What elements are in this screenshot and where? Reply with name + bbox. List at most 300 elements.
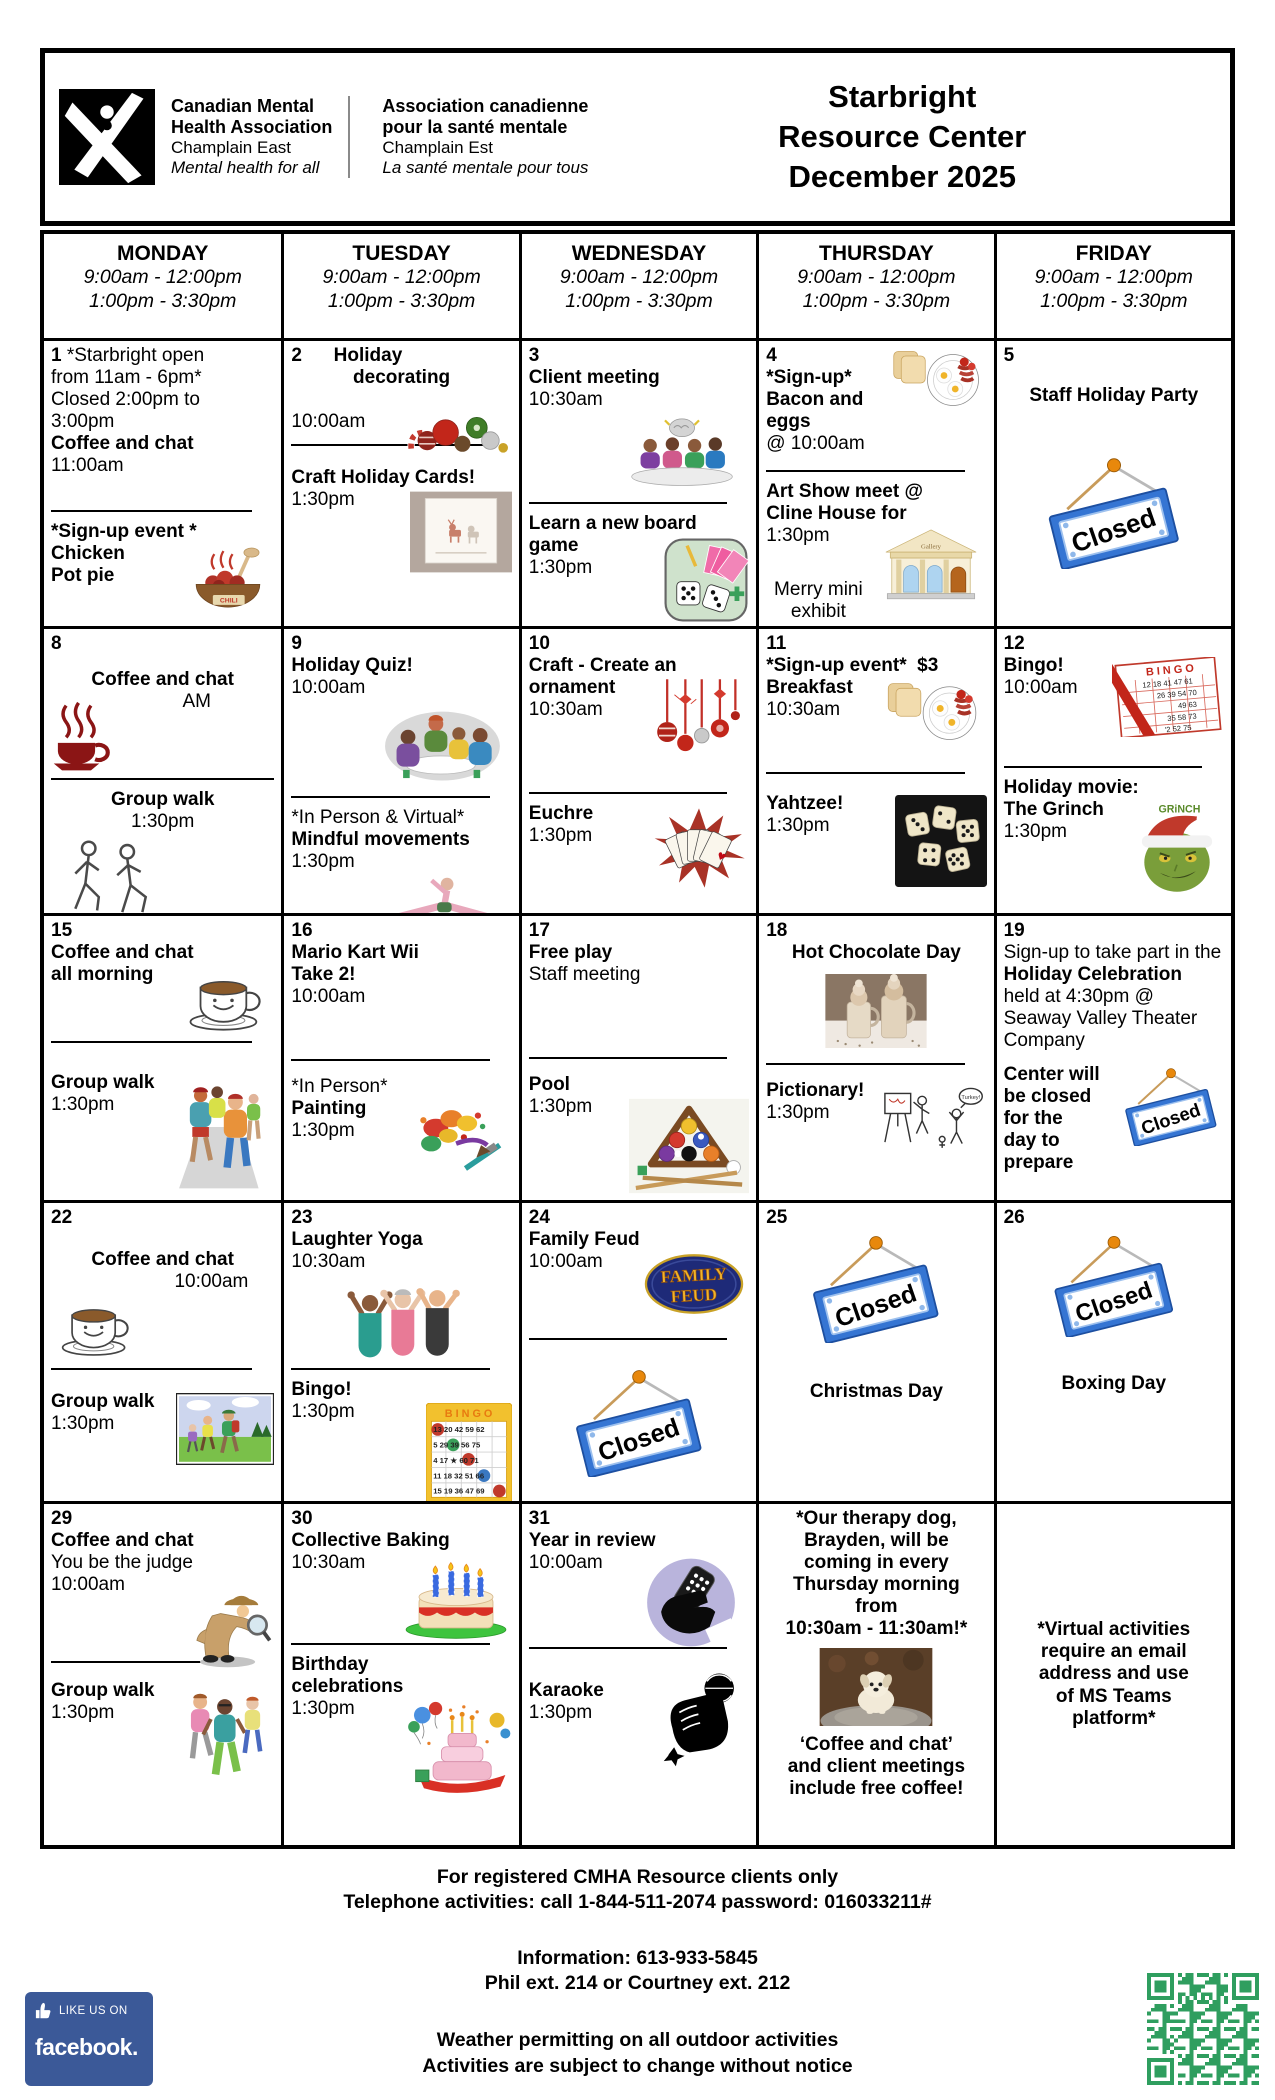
text-line: Laughter Yoga: [291, 1229, 423, 1251]
text-line: *Sign-up*: [766, 367, 852, 389]
day-hours-morning: 9:00am - 12:00pm: [322, 266, 481, 289]
text-line: Free play: [528, 942, 613, 964]
calendar-cell-11: [756, 626, 993, 913]
text-line: Group walk: [51, 1072, 155, 1094]
text-line: 10:30am: [528, 699, 603, 721]
text-line: ‘Coffee and chat’: [799, 1734, 953, 1756]
divider-line: [51, 1041, 252, 1043]
paint-icon: [408, 1100, 512, 1174]
text-line: 8: [51, 633, 62, 654]
footer: [40, 1865, 1235, 2079]
divider-line: [529, 792, 727, 794]
title-line-2: Resource Center: [778, 118, 1027, 154]
day-hours-afternoon: 1:00pm - 3:30pm: [802, 290, 951, 313]
calendar-cell-12: [994, 626, 1231, 913]
feud-icon: [639, 1253, 749, 1315]
cake-icon: [400, 1554, 512, 1640]
text-line: and client meetings: [787, 1756, 966, 1778]
calendar-grid: [40, 230, 1235, 1849]
text-line: *Sign-up event *: [51, 521, 197, 543]
text-line: held at 4:30pm @: [1003, 986, 1154, 1008]
text-line: Seaway Valley Theater: [1003, 1008, 1198, 1030]
text-line: Client meeting: [528, 367, 660, 389]
calendar-cell-31: [519, 1501, 756, 1845]
text-line: Brayden, will be: [804, 1530, 949, 1552]
closed-icon: [1044, 1233, 1184, 1337]
text-line: include free coffee!: [789, 1778, 964, 1800]
text-line: *In Person & Virtual*: [291, 807, 465, 829]
org-fr-line2: pour la santé mentale: [382, 116, 568, 137]
hikers-icon: [176, 1393, 274, 1465]
calendar-cell-8: [44, 626, 281, 913]
title-line-1: Starbright: [828, 78, 977, 114]
facebook-badge[interactable]: [25, 1992, 153, 2086]
text-line: 1:30pm: [291, 489, 355, 511]
chili-icon: [182, 545, 274, 617]
text-line: of MS Teams: [1055, 1685, 1172, 1707]
calendar-cell-5: [994, 338, 1231, 626]
spacer: [51, 1052, 52, 1072]
text-line: 1:30pm: [291, 851, 355, 873]
spacer: [529, 721, 530, 783]
text-line: 1 *Starbright open: [51, 345, 205, 366]
spacer: [529, 986, 530, 1048]
coffeedark-icon: [51, 693, 113, 783]
text-line: Pictionary!: [766, 1080, 865, 1102]
text-line: 30: [291, 1508, 313, 1529]
text-line: @ 10:00am: [766, 433, 865, 455]
spacer: [1004, 1052, 1005, 1064]
day-name: MONDAY: [116, 242, 209, 265]
day-hours-morning: 9:00am - 12:00pm: [559, 266, 719, 289]
text-line: 1:30pm: [1003, 821, 1067, 843]
divider-line: [51, 1368, 252, 1370]
day-hours-morning: 9:00am - 12:00pm: [1034, 266, 1193, 289]
detective-icon: [178, 1576, 274, 1668]
day-hours-afternoon: 1:00pm - 3:30pm: [565, 290, 713, 313]
spacer: [1004, 367, 1005, 385]
day-header-monday: [44, 234, 281, 338]
calendar-cell-18: [756, 913, 993, 1200]
text-line: 3:00pm: [51, 411, 115, 433]
text-line: 25: [766, 1207, 788, 1228]
text-line: Group walk: [110, 789, 215, 811]
divider-line: [766, 1063, 964, 1065]
spacer: [51, 1672, 52, 1680]
spacer: [766, 964, 767, 970]
text-line: 23: [291, 1207, 313, 1228]
calendar-cell-24: [519, 1200, 756, 1501]
closed-icon: [1118, 1066, 1224, 1146]
calendar-cell-30: [281, 1501, 518, 1845]
text-line: 22: [51, 1207, 73, 1228]
dice-icon: [895, 795, 987, 887]
text-line: Mario Kart Wii: [291, 942, 419, 964]
spacer: [291, 785, 292, 787]
text-line: platform*: [1072, 1707, 1156, 1729]
text-line: 9: [291, 633, 302, 654]
text-line: be closed: [1003, 1086, 1092, 1108]
text-line: Bacon and eggs: [766, 389, 864, 433]
text-line: 26: [1003, 1207, 1025, 1228]
spacer: [291, 1574, 292, 1634]
day-hours-morning: 9:00am - 12:00pm: [83, 266, 242, 289]
facebook-like-label: LIKE US ON: [59, 2005, 128, 2017]
header: [40, 48, 1235, 226]
text-line: Staff Holiday Party: [1029, 385, 1199, 407]
day-header-wednesday: [519, 234, 756, 338]
text-line: *Virtual activities: [1037, 1619, 1191, 1641]
org-fr-line1: Association canadienne: [382, 95, 589, 116]
gallery-icon: [875, 527, 987, 601]
footer-change-note: Activities are subject to change without notice: [422, 2054, 853, 2077]
footer-information-phone: Information: 613-933-5845: [517, 1946, 758, 1969]
text-line: 24: [528, 1207, 550, 1228]
text-line: Yahtzee!: [766, 793, 844, 815]
text-line: Take 2!: [291, 964, 356, 986]
qr-code: [1147, 1966, 1259, 2092]
text-line: Breakfast: [766, 677, 853, 699]
calendar-cell-29: [44, 1501, 281, 1845]
day-name: WEDNESDAY: [571, 242, 707, 265]
day-header-tuesday: [281, 234, 518, 338]
text-line: 10:00am: [291, 411, 366, 433]
text-line: Bingo!: [291, 1379, 352, 1401]
puppy-icon: [817, 1648, 935, 1726]
calendar-cell-4: [756, 338, 993, 626]
text-line: 31: [528, 1508, 550, 1529]
calendar-cell-9: [281, 626, 518, 913]
text-line: 10:30am - 11:30am!*: [785, 1618, 968, 1640]
spacer: [529, 489, 530, 493]
text-line: *Sign-up event* $3: [766, 655, 939, 677]
day-hours-afternoon: 1:00pm - 3:30pm: [1040, 290, 1188, 313]
coffeesmiley-icon: [53, 1295, 141, 1359]
laughter-icon: [331, 1277, 473, 1359]
spacer: [291, 1008, 292, 1050]
org-en-line3: Champlain East: [171, 138, 292, 158]
holidaycard-icon: [410, 491, 512, 573]
text-line: Coffee and chat: [91, 1249, 234, 1271]
text-line: *In Person*: [291, 1076, 388, 1098]
calendar-cell-10: [519, 626, 756, 913]
calendar-cell-15: [44, 913, 281, 1200]
text-line: Pot pie: [51, 565, 115, 587]
divider-line: [529, 502, 727, 504]
text-line: 1:30pm: [51, 1094, 115, 1116]
text-line: 10:30am: [528, 389, 603, 411]
calendar-cell-note-thursday: [756, 1501, 993, 1845]
spacer: [529, 1662, 530, 1680]
cmha-logo-icon: [59, 89, 155, 185]
text-line: Coffee and chat: [51, 433, 194, 455]
org-en-line2: Health Association: [171, 116, 333, 137]
spacer: [51, 477, 52, 501]
text-line: Craft Holiday Cards!: [291, 467, 476, 489]
bingoyellow-icon: [426, 1403, 512, 1501]
text-line: 19: [1003, 920, 1025, 941]
yoga-icon: [368, 875, 508, 913]
page-title: [588, 77, 1216, 198]
spacer: [766, 1347, 767, 1381]
calendar-cell-26: [994, 1200, 1231, 1501]
calendar-cell-16: [281, 913, 518, 1200]
coffeesmiley-icon: [180, 966, 274, 1034]
day-name: THURSDAY: [819, 242, 934, 265]
hangorn-icon: [649, 679, 749, 775]
closed-icon: [802, 1233, 950, 1343]
quiz-icon: [372, 701, 508, 783]
spacer: [529, 1273, 530, 1329]
spacer: [51, 986, 52, 1032]
divider-line: [529, 1338, 727, 1340]
text-line: 10:30am: [766, 699, 841, 721]
euchre-icon: [649, 805, 749, 891]
text-line: 1:30pm: [766, 1102, 830, 1124]
text-line: 2 Holiday: [291, 345, 403, 366]
spacer: [766, 783, 767, 793]
text-line: 15: [51, 920, 73, 941]
spacer: [1004, 1341, 1005, 1373]
calendar-cell-3: [519, 338, 756, 626]
text-line: You be the judge: [51, 1552, 193, 1574]
text-line: AM: [182, 691, 211, 713]
divider-line: [529, 1057, 727, 1059]
text-line: celebrations: [291, 1676, 404, 1698]
text-line: 11:00am: [51, 455, 124, 477]
spacer: [766, 455, 767, 461]
text-line: Holiday Quiz!: [291, 655, 413, 677]
text-line: 10:00am: [1003, 677, 1078, 699]
spacer: [1004, 407, 1005, 451]
text-line: 18: [766, 920, 788, 941]
divider-line: [291, 796, 489, 798]
day-name: FRIDAY: [1075, 242, 1152, 265]
day-hours-morning: 9:00am - 12:00pm: [797, 266, 956, 289]
text-line: 1:30pm: [528, 825, 593, 847]
text-line: 10:00am: [291, 986, 366, 1008]
text-line: Pool: [528, 1074, 570, 1096]
footer-extensions: Phil ext. 214 or Courtney ext. 212: [484, 1972, 791, 1995]
spacer: [51, 655, 52, 669]
text-line: Learn a new board: [528, 513, 697, 535]
text-line: 10:00am: [528, 1251, 603, 1273]
text-line: 10:00am: [174, 1271, 249, 1293]
spacer: [51, 1229, 52, 1249]
spacer: [766, 1640, 767, 1644]
meeting-icon: [619, 413, 745, 487]
text-line: ornament: [528, 677, 616, 699]
org-name-english: [171, 96, 332, 179]
text-line: address and use: [1038, 1663, 1189, 1685]
hotchoc-icon: [822, 974, 930, 1048]
spacer: [529, 1574, 530, 1638]
footer-telephone-note: Telephone activities: call 1-844-511-2074 password: 016033211#: [343, 1891, 932, 1914]
day-hours-afternoon: 1:00pm - 3:30pm: [88, 290, 237, 313]
runners-icon: [162, 1074, 274, 1190]
text-line: 10:00am: [528, 1552, 603, 1574]
spacer: [51, 1379, 52, 1391]
text-line: 10:30am: [291, 1251, 366, 1273]
org-en-line1: Canadian Mental: [171, 95, 315, 116]
karaoke-icon: [653, 1664, 749, 1768]
spacer: [766, 547, 767, 579]
text-line: Mindful movements: [291, 829, 470, 851]
spacer: [291, 395, 292, 411]
header-divider: [348, 96, 350, 178]
calendar-cell-17: [519, 913, 756, 1200]
text-line: coming in every: [804, 1552, 949, 1574]
spacer: [51, 1596, 52, 1652]
ornaments-icon: [400, 397, 512, 461]
spacer: [529, 1349, 530, 1363]
text-line: Hot Chocolate Day: [791, 942, 961, 964]
billiards-icon: [629, 1098, 749, 1194]
text-line: decorating: [353, 367, 451, 389]
grinch-icon: [1130, 801, 1224, 895]
text-line: Coffee and chat: [51, 1530, 194, 1552]
text-line: 17: [528, 920, 550, 941]
spacer: [766, 1052, 767, 1054]
text-line: for the: [1003, 1108, 1063, 1130]
text-line: 1:30pm: [51, 1702, 115, 1724]
divider-line: [291, 1368, 489, 1370]
text-line: Karaoke: [528, 1680, 604, 1702]
breakfast-icon: [889, 347, 987, 407]
text-line: Merry mini exhibit: [774, 579, 863, 623]
footer-clients-note: For registered CMHA Resource clients only: [436, 1866, 839, 1888]
closed-icon: [1038, 455, 1190, 569]
org-fr-tagline: La santé mentale pour tous: [382, 158, 589, 178]
boardgame-icon: [663, 537, 749, 623]
bingored-icon: [1112, 657, 1224, 737]
text-line: Boxing Day: [1061, 1373, 1167, 1395]
calendar-cell-23: [281, 1200, 518, 1501]
text-line: game: [528, 535, 579, 557]
calendar-cell-1: [44, 338, 281, 626]
text-line: Thursday morning: [792, 1574, 960, 1596]
breakfast-icon: [881, 679, 987, 741]
spacer: [291, 433, 292, 435]
text-line: 1:30pm: [291, 1698, 355, 1720]
thumbs-up-icon: [35, 2002, 53, 2020]
calendar-cell-22: [44, 1200, 281, 1501]
text-line: 1:30pm: [291, 1120, 355, 1142]
text-line: require an email: [1040, 1641, 1187, 1663]
text-line: Sign-up to take part in the: [1003, 942, 1222, 964]
walksketch-icon: [53, 835, 163, 913]
text-line: Group walk: [51, 1391, 155, 1413]
text-line: Chicken: [51, 543, 125, 565]
text-line: 1:30pm: [766, 815, 830, 837]
org-name-french: [382, 96, 588, 179]
text-line: 1:30pm: [131, 811, 195, 833]
text-line: Staff meeting: [528, 964, 641, 986]
org-en-tagline: Mental health for all: [171, 158, 320, 178]
divider-line: [291, 1059, 489, 1061]
text-line: 12: [1003, 633, 1025, 654]
text-line: 1:30pm: [291, 1401, 355, 1423]
day-header-friday: [994, 234, 1231, 338]
calendar-cell-19: [994, 913, 1231, 1200]
footer-weather-note: Weather permitting on all outdoor activities: [436, 2029, 839, 2052]
text-line: Holiday movie:: [1003, 777, 1139, 799]
text-line: Art Show meet @: [766, 481, 924, 503]
text-line: 10:00am: [291, 677, 366, 699]
calendar-cell-note-friday: [994, 1501, 1231, 1845]
text-line: 29: [51, 1508, 73, 1529]
text-line: day to: [1003, 1130, 1060, 1152]
divider-line: [766, 470, 964, 472]
day-hours-afternoon: 1:00pm - 3:30pm: [327, 290, 476, 313]
text-line: Closed 2:00pm to: [51, 389, 200, 411]
divider-line: [1004, 766, 1202, 768]
day-name: TUESDAY: [352, 242, 451, 265]
text-line: 11: [766, 633, 787, 654]
text-line: Year in review: [528, 1530, 656, 1552]
text-line: Christmas Day: [809, 1381, 943, 1403]
closed-icon: [566, 1367, 712, 1477]
text-line: Bingo!: [1003, 655, 1064, 677]
text-line: 10:30am: [291, 1552, 366, 1574]
divider-line: [51, 510, 252, 512]
text-line: Painting: [291, 1098, 367, 1120]
text-line: 10: [528, 633, 550, 654]
calendar-cell-25: [756, 1200, 993, 1501]
spacer: [291, 455, 292, 467]
text-line: Coffee and chat: [91, 669, 234, 691]
remote-icon: [633, 1554, 749, 1652]
spacer: [1004, 699, 1005, 757]
text-line: Euchre: [528, 803, 594, 825]
text-line: 16: [291, 920, 313, 941]
text-line: 1:30pm: [51, 1413, 115, 1435]
partycake-icon: [404, 1700, 512, 1796]
text-line: The Grinch: [1003, 799, 1104, 821]
text-line: 1:30pm: [528, 1096, 593, 1118]
text-line: Coffee and chat: [51, 942, 194, 964]
text-line: 1:30pm: [766, 525, 830, 547]
text-line: 1:30pm: [528, 557, 593, 579]
text-line: Holiday Celebration: [1003, 964, 1183, 986]
text-line: Cline House for: [766, 503, 907, 525]
divider-line: [766, 772, 964, 774]
text-line: Center will: [1003, 1064, 1100, 1086]
text-line: Craft - Create an: [528, 655, 677, 677]
text-line: from 11am - 6pm*: [51, 367, 202, 389]
spacer: [766, 721, 767, 763]
text-line: all morning: [51, 964, 154, 986]
pictionary-icon: [873, 1082, 987, 1150]
day-header-thursday: [756, 234, 993, 338]
title-line-3: December 2025: [788, 159, 1016, 195]
text-line: *Our therapy dog,: [796, 1508, 957, 1529]
text-line: 1:30pm: [528, 1702, 593, 1724]
org-fr-line3: Champlain Est: [382, 138, 493, 158]
calendar-cell-2: [281, 338, 518, 626]
text-line: prepare: [1003, 1152, 1074, 1174]
divider-line: [291, 1643, 489, 1645]
text-line: Birthday: [291, 1654, 369, 1676]
text-line: 3: [528, 345, 540, 366]
text-line: Company: [1003, 1030, 1085, 1052]
text-line: Collective Baking: [291, 1530, 450, 1552]
facebook-wordmark: facebook.: [35, 2034, 138, 2060]
text-line: 5: [1003, 345, 1015, 366]
walkers-icon: [174, 1682, 274, 1790]
text-line: Group walk: [51, 1680, 155, 1702]
text-line: 10:00am: [51, 1574, 125, 1596]
